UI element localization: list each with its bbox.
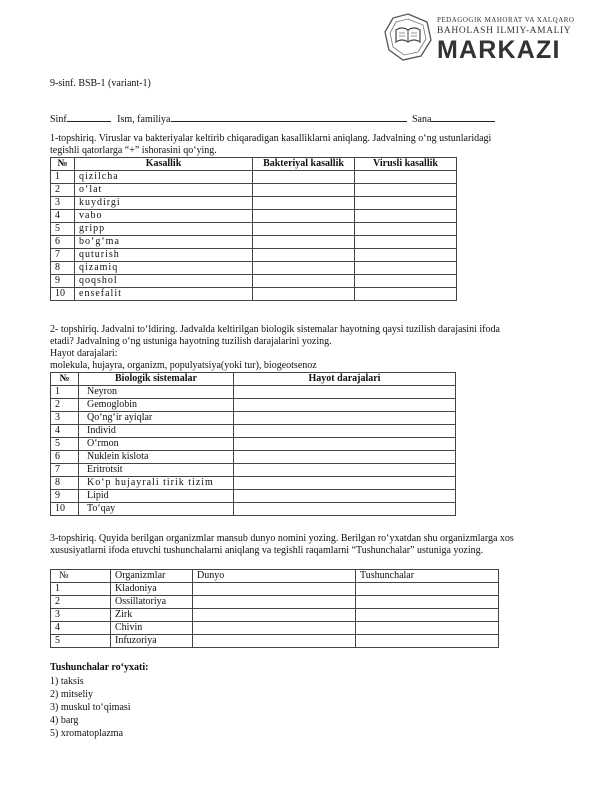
disease-name: o‘lat (75, 184, 253, 197)
system-name: Ko‘p hujayrali tirik tizim (79, 477, 234, 490)
row-number: 9 (51, 275, 75, 288)
viral-cell[interactable] (355, 249, 457, 262)
level-cell[interactable] (234, 503, 456, 516)
table-row (51, 596, 499, 609)
viral-cell[interactable] (355, 275, 457, 288)
organism-name: Chivin (111, 622, 193, 635)
organism-name: Infuzoriya (111, 635, 193, 648)
col-kingdom-header: Dunyo (193, 570, 356, 583)
disease-name: quturish (75, 249, 253, 262)
row-number: 6 (51, 236, 75, 249)
system-name: O‘rmon (79, 438, 234, 451)
disease-name: kuydirgi (75, 197, 253, 210)
bacterial-cell[interactable] (253, 275, 355, 288)
concepts-title: Tushunchalar ro‘yxati: (50, 662, 149, 673)
col-organism-header: Organizmlar (111, 570, 193, 583)
row-number: 5 (51, 635, 111, 648)
table-row (51, 223, 457, 236)
disease-name: ensefalit (75, 288, 253, 301)
concepts-cell[interactable] (356, 596, 499, 609)
book-emblem-icon (383, 12, 433, 62)
row-number: 8 (51, 477, 79, 490)
level-cell[interactable] (234, 464, 456, 477)
level-cell[interactable] (234, 412, 456, 425)
bacterial-cell[interactable] (253, 249, 355, 262)
table-row (51, 262, 457, 275)
col-concepts-header: Tushunchalar (356, 570, 499, 583)
table-row (51, 451, 456, 464)
list-item: 5) xromatoplazma (50, 728, 124, 739)
system-name: Neyron (79, 386, 234, 399)
row-number: 2 (51, 596, 111, 609)
system-name: Eritrotsit (79, 464, 234, 477)
disease-name: bo‘g‘ma (75, 236, 253, 249)
task2-instruction-2: etadi? Jadvalning o‘ng ustuniga hayotning tuzilish darajalarini yozing. (50, 336, 332, 347)
task1-table (50, 157, 457, 301)
table-row (51, 438, 456, 451)
table-row (51, 503, 456, 516)
table-row (51, 425, 456, 438)
variant-title: 9-sinf. BSB-1 (variant-1) (50, 78, 151, 89)
kingdom-cell[interactable] (193, 583, 356, 596)
col-viral-header: Virusli kasallik (355, 158, 457, 171)
viral-cell[interactable] (355, 288, 457, 301)
level-cell[interactable] (234, 451, 456, 464)
row-number: 1 (51, 171, 75, 184)
row-number: 3 (51, 197, 75, 210)
kingdom-cell[interactable] (193, 609, 356, 622)
disease-name: gripp (75, 223, 253, 236)
levels-title: Hayot darajalari: (50, 348, 118, 359)
system-name: Individ (79, 425, 234, 438)
col-disease-header: Kasallik (75, 158, 253, 171)
bacterial-cell[interactable] (253, 262, 355, 275)
table-row (51, 184, 457, 197)
concepts-cell[interactable] (356, 583, 499, 596)
system-name: Lipid (79, 490, 234, 503)
ism-field[interactable] (171, 112, 407, 122)
col-level-header: Hayot darajalari (234, 373, 456, 386)
level-cell[interactable] (234, 490, 456, 503)
col-number-header: № (51, 570, 111, 583)
table-row (51, 635, 499, 648)
table-row (51, 464, 456, 477)
row-number: 10 (51, 288, 75, 301)
bacterial-cell[interactable] (253, 236, 355, 249)
system-name: Gemoglobin (79, 399, 234, 412)
table-header-row (51, 158, 457, 171)
list-item: 2) mitseliy (50, 689, 94, 700)
table-row (51, 412, 456, 425)
viral-cell[interactable] (355, 262, 457, 275)
kingdom-cell[interactable] (193, 622, 356, 635)
row-number: 2 (51, 184, 75, 197)
level-cell[interactable] (234, 425, 456, 438)
col-number-header: № (51, 158, 75, 171)
disease-name: qizamiq (75, 262, 253, 275)
row-number: 4 (51, 622, 111, 635)
sinf-field[interactable] (67, 112, 111, 122)
kingdom-cell[interactable] (193, 596, 356, 609)
table-row (51, 477, 456, 490)
table-row (51, 386, 456, 399)
table-row (51, 609, 499, 622)
viral-cell[interactable] (355, 197, 457, 210)
concepts-cell[interactable] (356, 622, 499, 635)
level-cell[interactable] (234, 399, 456, 412)
disease-name: vabo (75, 210, 253, 223)
disease-name: qizilcha (75, 171, 253, 184)
logo-line-3: MARKAZI (437, 36, 561, 64)
row-number: 9 (51, 490, 79, 503)
sana-field[interactable] (431, 112, 495, 122)
task3-table (50, 569, 499, 648)
level-cell[interactable] (234, 386, 456, 399)
center-logo (383, 12, 573, 64)
bacterial-cell[interactable] (253, 288, 355, 301)
task1-instruction-1: 1-topshiriq. Viruslar va bakteriyalar keltirib chiqaradigan kasalliklarni aniqlang. Jadvalning o‘ng ustunlaridagi (50, 133, 492, 144)
task1-instruction-2: tegishli qatorlarga “+” ishorasini qo‘ying. (50, 145, 217, 156)
task3-instruction-1: 3-topshiriq. Quyida berilgan organizmlar mansub dunyo nomini yozing. Berilgan ro‘yxatdan shu organizmlarga xos (50, 533, 514, 544)
table-row (51, 490, 456, 503)
table-row (51, 236, 457, 249)
student-info-row (50, 112, 495, 126)
organism-name: Kladoniya (111, 583, 193, 596)
row-number: 7 (51, 464, 79, 477)
list-item: 1) taksis (50, 676, 84, 687)
task2-instruction-1: 2- topshiriq. Jadvalni to‘ldiring. Jadvalda keltirilgan biologik sistemalar hayotning qaysi tuzilish darajasini ifoda (50, 324, 500, 335)
row-number: 5 (51, 438, 79, 451)
sinf-label: Sinf (50, 114, 67, 125)
table-header-row (51, 570, 499, 583)
levels-list: molekula, hujayra, organizm, populyatsiya(yoki tur), biogeotsenoz (50, 360, 317, 371)
bacterial-cell[interactable] (253, 184, 355, 197)
viral-cell[interactable] (355, 236, 457, 249)
list-item: 4) barg (50, 715, 79, 726)
table-row (51, 171, 457, 184)
row-number: 1 (51, 583, 111, 596)
sana-label: Sana (412, 114, 432, 125)
row-number: 10 (51, 503, 79, 516)
list-item: 3) muskul to‘qimasi (50, 702, 131, 713)
viral-cell[interactable] (355, 184, 457, 197)
task2-table (50, 372, 456, 516)
table-row (51, 210, 457, 223)
row-number: 5 (51, 223, 75, 236)
col-number-header: № (51, 373, 79, 386)
row-number: 3 (51, 609, 111, 622)
table-row (51, 275, 457, 288)
row-number: 4 (51, 210, 75, 223)
ism-label: Ism, familiya (117, 114, 171, 125)
col-bacterial-header: Bakteriyal kasallik (253, 158, 355, 171)
table-row (51, 197, 457, 210)
logo-line-2: BAHOLASH ILMIY-AMALIY (437, 26, 572, 36)
row-number: 4 (51, 425, 79, 438)
system-name: Qo‘ng‘ir ayiqlar (79, 412, 234, 425)
row-number: 7 (51, 249, 75, 262)
system-name: To‘qay (79, 503, 234, 516)
organism-name: Zirk (111, 609, 193, 622)
organism-name: Ossillatoriya (111, 596, 193, 609)
level-cell[interactable] (234, 438, 456, 451)
row-number: 1 (51, 386, 79, 399)
system-name: Nuklein kislota (79, 451, 234, 464)
table-row (51, 249, 457, 262)
row-number: 8 (51, 262, 75, 275)
level-cell[interactable] (234, 477, 456, 490)
bacterial-cell[interactable] (253, 223, 355, 236)
bacterial-cell[interactable] (253, 197, 355, 210)
table-row (51, 622, 499, 635)
col-system-header: Biologik sistemalar (79, 373, 234, 386)
logo-line-1: PEDAGOGIK MAHORAT VA XALQARO (437, 16, 575, 24)
table-row (51, 288, 457, 301)
table-row (51, 583, 499, 596)
viral-cell[interactable] (355, 171, 457, 184)
bacterial-cell[interactable] (253, 171, 355, 184)
row-number: 3 (51, 412, 79, 425)
bacterial-cell[interactable] (253, 210, 355, 223)
concepts-cell[interactable] (356, 635, 499, 648)
row-number: 6 (51, 451, 79, 464)
table-row (51, 399, 456, 412)
concepts-cell[interactable] (356, 609, 499, 622)
task3-instruction-2: xususiyatlarni ifoda etuvchi tushunchalarni aniqlang va tegishli raqamlarni “Tushunchalar” ustuniga yozing. (50, 545, 484, 556)
viral-cell[interactable] (355, 223, 457, 236)
viral-cell[interactable] (355, 210, 457, 223)
disease-name: qoqshol (75, 275, 253, 288)
row-number: 2 (51, 399, 79, 412)
table-header-row (51, 373, 456, 386)
kingdom-cell[interactable] (193, 635, 356, 648)
